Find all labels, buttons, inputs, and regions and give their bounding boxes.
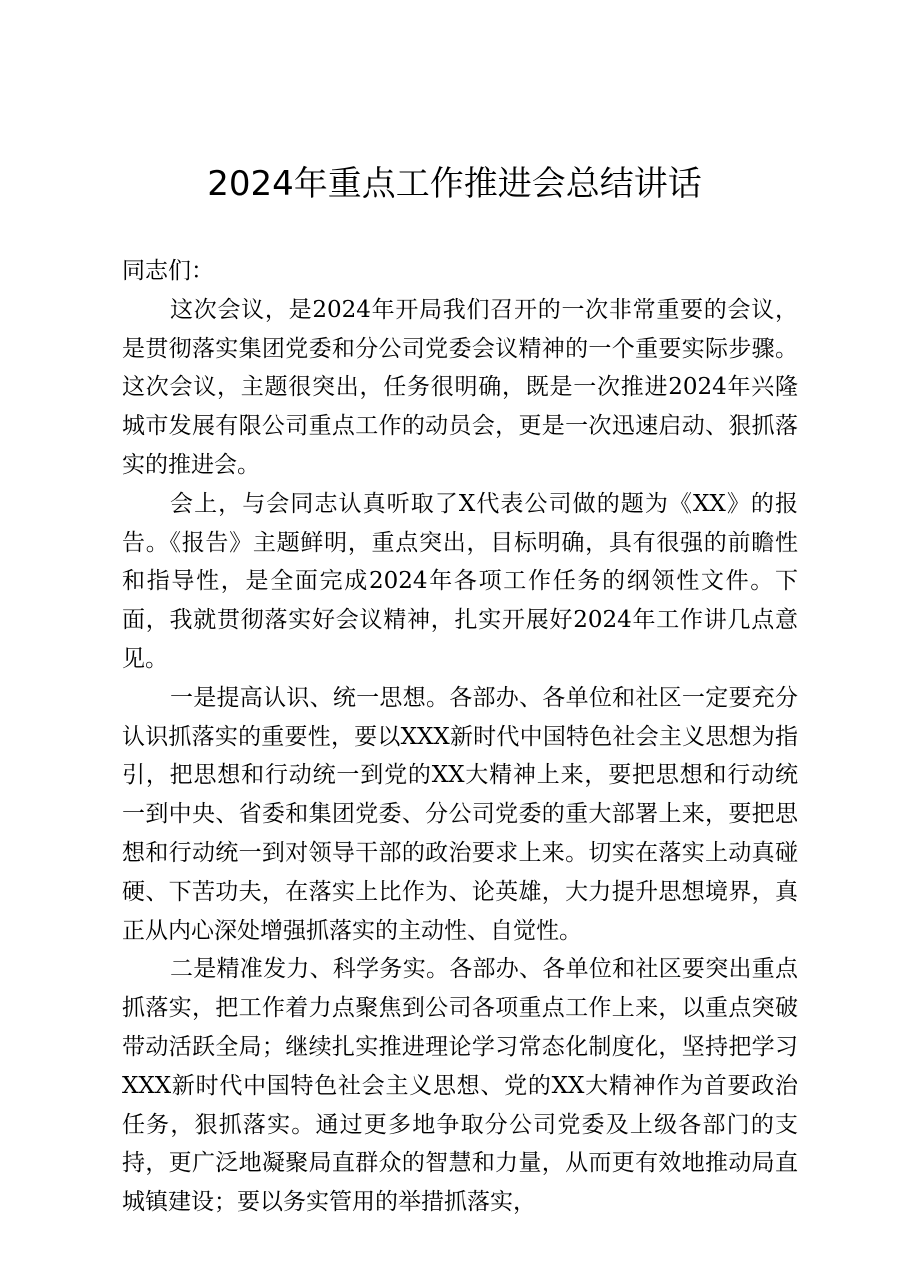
salutation: 同志们： [122, 258, 214, 284]
paragraph-2: 会上，与会同志认真听取了X代表公司做的题为《XX》的报告。《报告》主题鲜明，重点突出，目标明确，具有很强的前瞻性和指导性，是全面完成2024年各项工作任务的纲领性文件。下面，我就贯彻落实好会议精神，扎实开展好2024年工作讲几点意见。 [122, 490, 798, 672]
paragraph-1: 这次会议，是2024年开局我们召开的一次非常重要的会议，是贯彻落实集团党委和分公司党委会议精神的一个重要实际步骤。这次会议，主题很突出，任务很明确，既是一次推进2024年兴隆城市发展有限公司重点工作的动员会，更是一次迅速启动、狠抓落实的推进会。 [122, 296, 798, 478]
document-title: 2024年重点工作推进会总结讲话 [207, 164, 702, 204]
paragraph-3: 一是提高认识、统一思想。各部办、各单位和社区一定要充分认识抓落实的重要性，要以XXX新时代中国特色社会主义思想为指引，把思想和行动统一到党的XX大精神上来，要把思想和行动统一到中央、省委和集团党委、分公司党委的重大部署上来，要把思想和行动统一到对领导干部的政治要求上来。切实在落实上动真碰硬、下苦功夫，在落实上比作为、论英雄，大力提升思想境界，真正从内心深处增强抓落实的主动性、自觉性。 [122, 684, 798, 944]
paragraph-4: 二是精准发力、科学务实。各部办、各单位和社区要突出重点抓落实，把工作着力点聚焦到公司各项重点工作上来，以重点突破带动活跃全局；继续扎实推进理论学习常态化制度化，坚持把学习XXX新时代中国特色社会主义思想、党的XX大精神作为首要政治任务，狠抓落实。通过更多地争取分公司党委及上级各部门的支持，更广泛地凝聚局直群众的智慧和力量，从而更有效地推动局直城镇建设；要以务实管用的举措抓落实， [122, 956, 798, 1216]
document-body [122, 252, 798, 1222]
